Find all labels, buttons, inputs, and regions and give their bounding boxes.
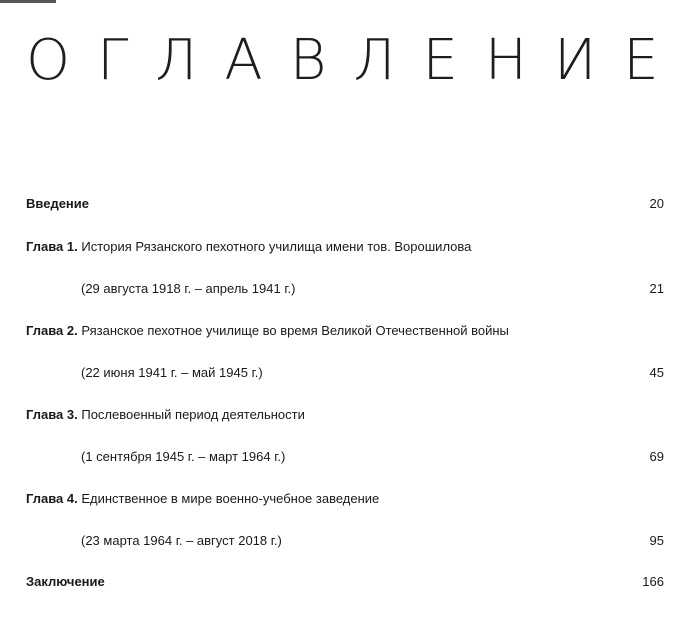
toc-page-number: 69 bbox=[649, 449, 664, 464]
toc-label: Введение bbox=[26, 196, 89, 211]
toc-chapter-title: Послевоенный период деятельности bbox=[81, 407, 305, 422]
toc-label: Заключение bbox=[26, 574, 105, 589]
page-title: ОГЛАВЛЕНИЕ bbox=[26, 28, 686, 93]
top-edge-bar bbox=[0, 0, 56, 3]
toc-entry-chapter-4[interactable] bbox=[26, 490, 666, 508]
toc-chapter-dates: (29 августа 1918 г. – апрель 1941 г.) bbox=[81, 281, 296, 296]
toc-page-number: 21 bbox=[649, 281, 664, 296]
toc-page-number: 95 bbox=[649, 533, 664, 548]
toc-page-number: 45 bbox=[649, 365, 664, 380]
toc-label: Глава 1. bbox=[26, 239, 78, 254]
toc-chapter-title: Единственное в мире военно-учебное заведение bbox=[81, 491, 380, 506]
toc-entry-chapter-3[interactable] bbox=[26, 406, 666, 424]
toc-entry-chapter-4-dates[interactable] bbox=[81, 532, 666, 550]
toc-entry-chapter-3-dates[interactable] bbox=[81, 448, 666, 466]
toc-label: Глава 2. bbox=[26, 323, 78, 338]
toc-label: Глава 3. bbox=[26, 407, 78, 422]
toc-label: Глава 4. bbox=[26, 491, 78, 506]
toc-entry-chapter-2[interactable] bbox=[26, 322, 666, 340]
toc-chapter-title: Рязанское пехотное училище во время Великой Отечественной войны bbox=[81, 323, 509, 338]
toc-entry-chapter-2-dates[interactable] bbox=[81, 364, 666, 382]
toc-entry-chapter-1-dates[interactable] bbox=[81, 280, 666, 298]
toc-page-number: 20 bbox=[649, 196, 664, 211]
toc-chapter-title: История Рязанского пехотного училища имени тов. Ворошилова bbox=[81, 239, 472, 254]
toc-chapter-dates: (23 марта 1964 г. – август 2018 г.) bbox=[81, 533, 282, 548]
toc-entry-conclusion[interactable] bbox=[26, 573, 666, 591]
toc-chapter-dates: (22 июня 1941 г. – май 1945 г.) bbox=[81, 365, 263, 380]
toc-entry-chapter-1[interactable] bbox=[26, 238, 666, 256]
toc-page-number: 166 bbox=[642, 574, 664, 589]
toc-chapter-dates: (1 сентября 1945 г. – март 1964 г.) bbox=[81, 449, 286, 464]
toc-entry-intro[interactable] bbox=[26, 195, 666, 213]
